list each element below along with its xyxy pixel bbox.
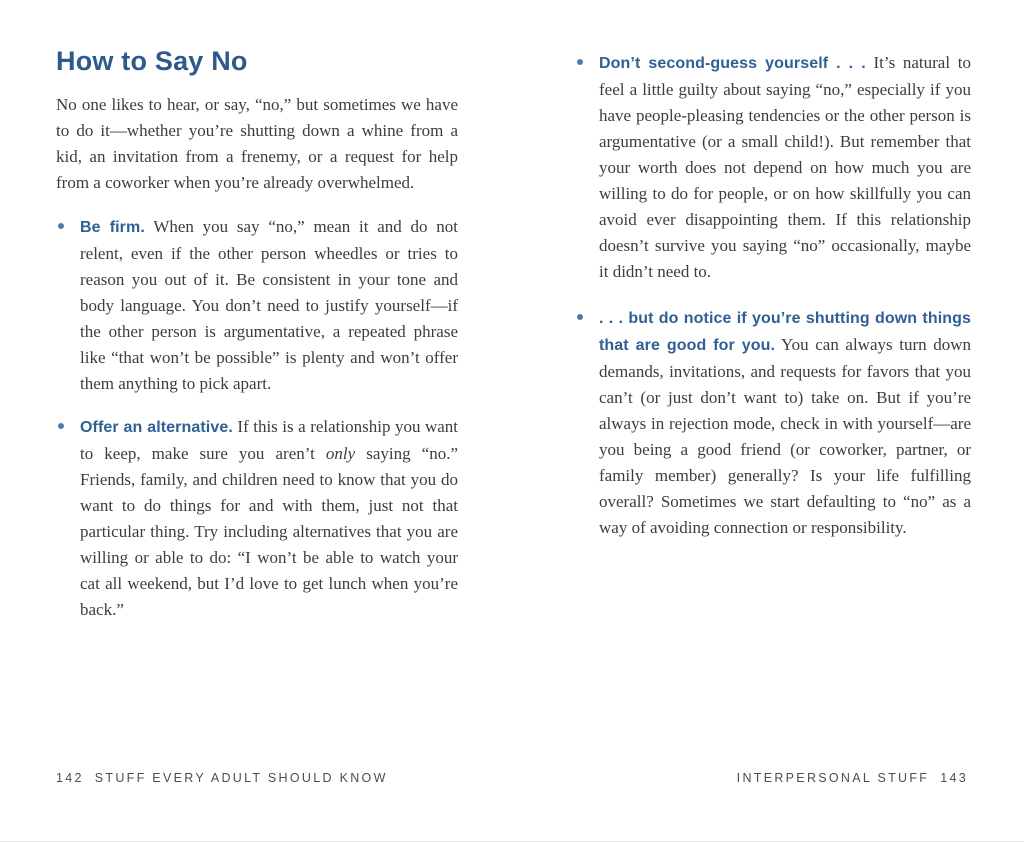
footer-page-number: 143 [940, 771, 968, 785]
bullet-text-pre: If this is a relationship you want to keep, make sure you aren’t [80, 417, 459, 463]
bullet-lead: Be firm. [80, 219, 145, 236]
right-bullet-list [575, 50, 971, 541]
footer-running-head: INTERPERSONAL STUFF [736, 771, 930, 785]
bullet-icon [58, 423, 64, 429]
bullet-lead: Don’t second-guess yourself . . . [599, 55, 866, 72]
bullet-icon [577, 59, 583, 65]
left-bullet-list [56, 214, 458, 623]
left-page [56, 46, 458, 623]
bullet-text-post: saying “no.” Friends, family, and children need to know that you do want to do things for and with them, just not that particular thing. Try including alternatives that you are willing or able to do: “I won’t be able to watch your cat all weekend, but I’d love to get lunch when you’re back.” [80, 444, 459, 619]
footer-left [56, 771, 388, 785]
bullet-text: It’s natural to feel a little guilty about saying “no,” especially if you have people-pleasing tendencies or the other person is argumentative (or a small child!). But remember that your worth does not depend on how much you are willing to do for people, or on how skillfully you can avoid ever disappointing them. If this relationship doesn’t survive you saying “no” occasionally, maybe it didn’t need to. [599, 53, 971, 281]
bullet-item-but-do-notice [575, 305, 971, 541]
bullet-text: When you say “no,” mean it and do not relent, even if the other person wheedles or tries to reason you out of it. Be consistent in your tone and body language. You don’t need to justify yourself—if the other person is argumentative, a repeated phrase like “that won’t be possible” is plenty and won’t offer them anything to pick apart. [80, 217, 458, 393]
bullet-icon [577, 314, 583, 320]
bullet-text: You can always turn down demands, invitations, and requests for favors that you can’t (or just don’t want to) take on. But if you’re always in rejection mode, check in with yourself—are you being a good friend (or coworker, partner, or family member) generally? Is your life fulfilling overall? Sometimes we start defaulting to “no” as a way of avoiding connection or responsibility. [599, 335, 971, 537]
bullet-item-offer-alternative [56, 414, 458, 623]
bullet-icon [58, 223, 64, 229]
bullet-lead: Offer an alternative. [80, 419, 233, 436]
right-page [575, 50, 971, 561]
bullet-item-be-firm [56, 214, 458, 397]
italic-word: only [325, 444, 356, 463]
bullet-lead: . . . but do notice if you’re shutting down things that are good for you. [599, 310, 971, 354]
bullet-item-dont-second-guess [575, 50, 971, 285]
page-title: How to Say No [56, 46, 248, 76]
footer-running-head: STUFF EVERY ADULT SHOULD KNOW [94, 771, 388, 785]
footer-right [737, 771, 968, 785]
intro-paragraph: No one likes to hear, or say, “no,” but sometimes we have to do it—whether you’re shutting down a whine from a kid, an invitation from a frenemy, or a request for help from a coworker when you’re already overwhelmed. [56, 95, 458, 192]
footer-page-number: 142 [56, 771, 84, 785]
